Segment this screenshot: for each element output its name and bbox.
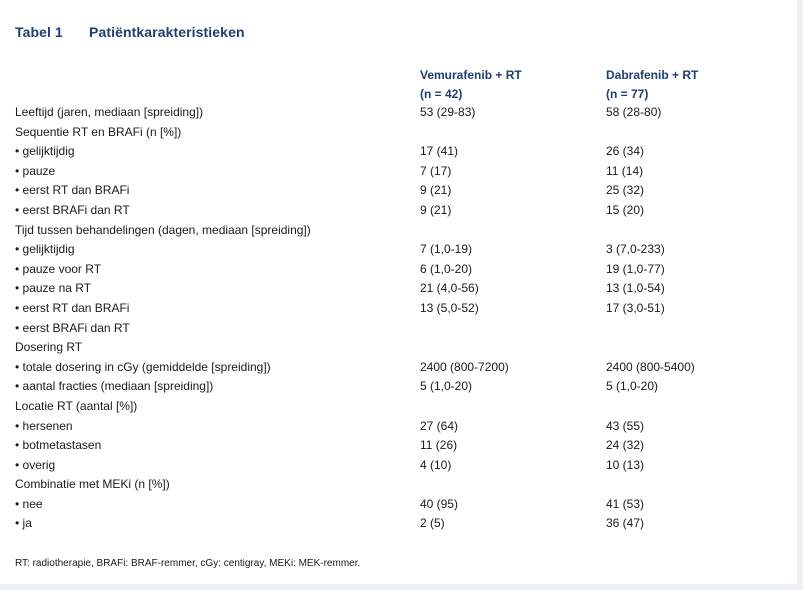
table-row: [15, 436, 785, 456]
column-header-name: Dabrafenib + RT: [606, 68, 699, 82]
row-label: • gelijktijdig: [15, 144, 75, 159]
row-label: • gelijktijdig: [15, 242, 75, 257]
value-dabrafenib: 11 (14): [606, 163, 644, 178]
value-dabrafenib: 15 (20): [606, 202, 645, 217]
row-label: Combinatie met MEKi (n [%]): [15, 477, 170, 492]
table-row: [15, 417, 785, 437]
row-label: Leeftijd (jaren, mediaan [spreiding]): [15, 105, 204, 119]
value-vemurafenib: 21 (4,0-56): [420, 281, 479, 296]
table-row: [15, 397, 785, 417]
table-row: [15, 514, 785, 534]
table-heading: [15, 24, 245, 40]
value-dabrafenib: 43 (55): [606, 418, 645, 433]
value-dabrafenib: 36 (47): [606, 516, 645, 531]
value-dabrafenib: 5 (1,0-20): [606, 379, 659, 394]
value-vemurafenib: 2400 (800-7200): [420, 359, 509, 374]
table-row: [15, 123, 785, 143]
table-row: [15, 495, 785, 515]
value-dabrafenib: 24 (32): [606, 438, 645, 453]
value-vemurafenib: 4 (10): [420, 457, 452, 472]
value-vemurafenib: 6 (1,0-20): [420, 261, 473, 276]
table-number: Tabel 1: [15, 24, 63, 40]
value-vemurafenib: 2 (5): [420, 516, 445, 531]
row-label: • eerst RT dan BRAFi: [15, 183, 130, 198]
table-row: [15, 221, 785, 241]
table-row: [15, 279, 785, 299]
value-dabrafenib: 58 (28-80): [606, 105, 662, 119]
table-row: [15, 162, 785, 182]
value-dabrafenib: 19 (1,0-77): [606, 261, 665, 276]
row-label: • nee: [15, 496, 43, 511]
value-vemurafenib: 53 (29-83): [420, 105, 476, 119]
table-row: [15, 103, 785, 123]
table-row: [15, 260, 785, 280]
row-label: • eerst BRAFi dan RT: [15, 320, 130, 335]
column-header-n: (n = 77): [606, 87, 649, 101]
row-label: • pauze voor RT: [15, 261, 102, 276]
column-header-dabrafenib: [606, 66, 698, 104]
value-vemurafenib: 40 (95): [420, 496, 459, 511]
row-label: • aantal fracties (mediaan [spreiding]): [15, 379, 214, 394]
table-row: [15, 142, 785, 162]
value-vemurafenib: 9 (21): [420, 183, 452, 198]
value-vemurafenib: 27 (64): [420, 418, 459, 433]
table-row: [15, 377, 785, 397]
value-dabrafenib: 10 (13): [606, 457, 645, 472]
value-dabrafenib: 25 (32): [606, 183, 645, 198]
table-row: [15, 181, 785, 201]
table-row: [15, 299, 785, 319]
table-row: [15, 201, 785, 221]
row-label: Tijd tussen behandelingen (dagen, mediaan [spreiding]): [15, 222, 311, 237]
value-vemurafenib: 13 (5,0-52): [420, 300, 479, 315]
row-label: • pauze: [15, 163, 56, 178]
row-label: • hersenen: [15, 418, 73, 433]
table-row: [15, 358, 785, 378]
column-header-vemurafenib: [420, 66, 522, 104]
column-header-n: (n = 42): [420, 87, 463, 101]
value-vemurafenib: 9 (21): [420, 202, 452, 217]
table-row: [15, 240, 785, 260]
value-dabrafenib: 41 (53): [606, 496, 645, 511]
table-row: [15, 319, 785, 339]
table-body: [15, 103, 785, 534]
row-label: • pauze na RT: [15, 281, 92, 296]
row-label: Dosering RT: [15, 340, 83, 355]
row-label: Sequentie RT en BRAFi (n [%]): [15, 124, 182, 139]
value-vemurafenib: 7 (17): [420, 163, 452, 178]
value-vemurafenib: 7 (1,0-19): [420, 242, 473, 257]
value-vemurafenib: 11 (26): [420, 438, 458, 453]
row-label: • eerst RT dan BRAFi: [15, 300, 130, 315]
row-label: • ja: [15, 516, 32, 531]
table-row: [15, 456, 785, 476]
table-footnote: RT: radiotherapie, BRAFi: BRAF-remmer, cGy: centigray, MEKi: MEK-remmer.: [15, 558, 361, 569]
table-title: Patiëntkarakteristieken: [89, 24, 245, 40]
value-dabrafenib: 3 (7,0-233): [606, 242, 665, 257]
value-dabrafenib: 26 (34): [606, 144, 645, 159]
row-label: • eerst BRAFi dan RT: [15, 202, 130, 217]
row-label: • totale dosering in cGy (gemiddelde [spreiding]): [15, 359, 271, 374]
table-row: [15, 475, 785, 495]
row-label: • overig: [15, 457, 56, 472]
value-vemurafenib: 5 (1,0-20): [420, 379, 473, 394]
column-header-name: Vemurafenib + RT: [420, 68, 522, 82]
table-row: [15, 338, 785, 358]
value-vemurafenib: 17 (41): [420, 144, 459, 159]
row-label: • botmetastasen: [15, 438, 102, 453]
value-dabrafenib: 17 (3,0-51): [606, 300, 665, 315]
value-dabrafenib: 13 (1,0-54): [606, 281, 665, 296]
value-dabrafenib: 2400 (800-5400): [606, 359, 695, 374]
row-label: Locatie RT (aantal [%]): [15, 398, 138, 413]
